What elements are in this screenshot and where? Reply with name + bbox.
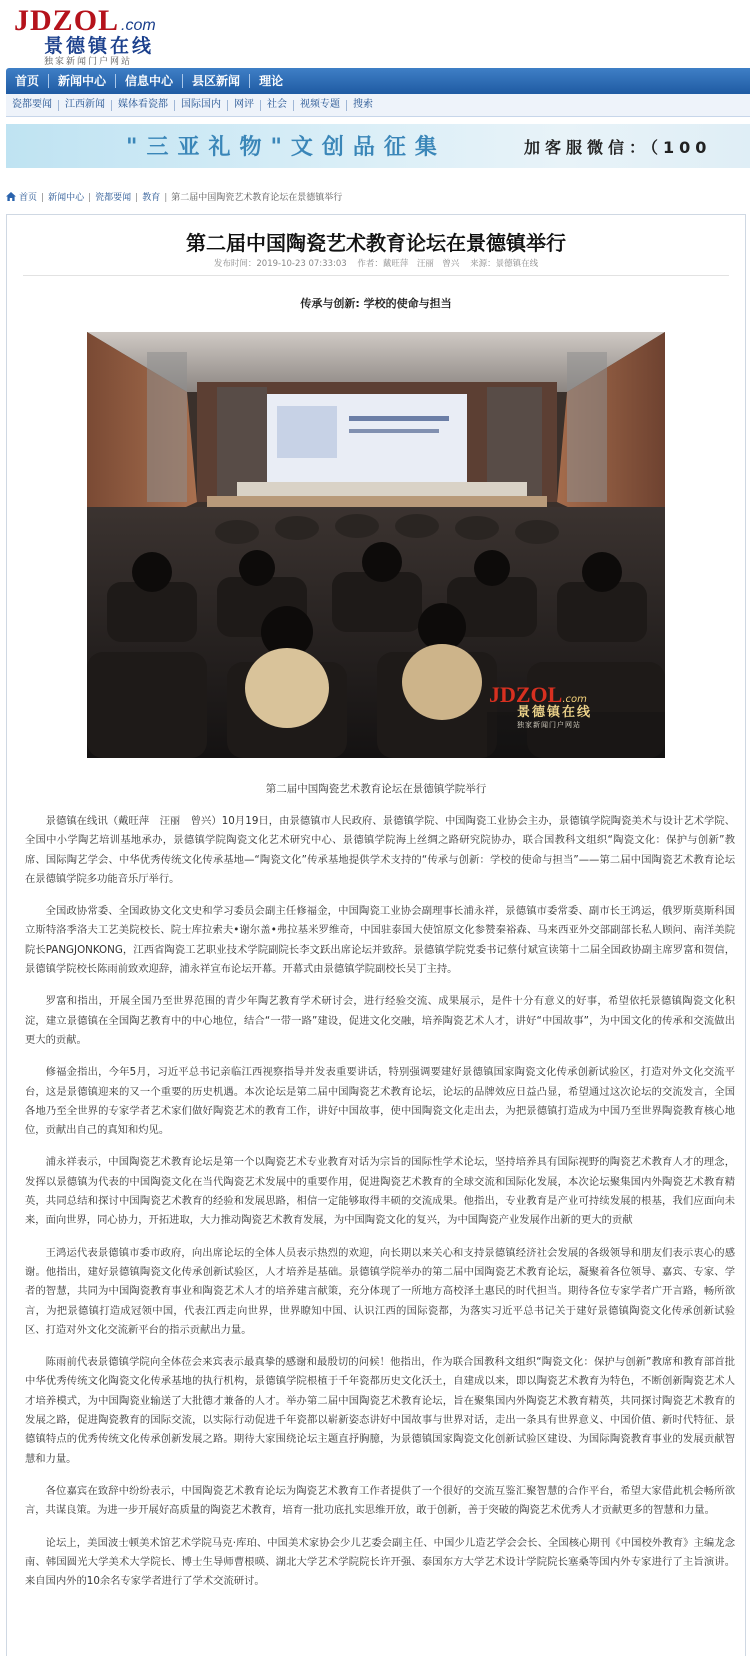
home-icon xyxy=(6,192,16,201)
subnav-item-commentary[interactable]: 网评 xyxy=(234,99,254,110)
subnav-item-media[interactable]: 媒体看瓷都 xyxy=(118,99,168,110)
breadcrumb xyxy=(6,190,342,206)
logo-chinese-name: 景德镇在线 xyxy=(44,35,155,57)
breadcrumb-separator: | xyxy=(41,193,45,203)
breadcrumb-separator: | xyxy=(164,193,168,203)
banner-ad[interactable] xyxy=(6,124,750,168)
article-paragraph: 各位嘉宾在致辞中纷纷表示，中国陶瓷艺术教育论坛为陶瓷艺术教育工作者提供了一个很好的交流互鉴汇聚智慧的合作平台，希望大家借此机会畅所欲言，共谋良策。为进一步开展好高质量的陶瓷艺术教育，培育一批功底扎实思维开放，敢于创新，善于突破的陶瓷艺术优秀人才贡献更多的智慧和力量。 xyxy=(25,1484,735,1517)
breadcrumb-home[interactable]: 首页 xyxy=(19,193,38,203)
subnav-item-ciduyaowen[interactable]: 瓷都要闻 xyxy=(12,99,52,110)
photo-watermark-logo xyxy=(489,684,649,730)
photo-watermark-dotcom: .com xyxy=(562,694,587,705)
subnav-item-search[interactable]: 搜索 xyxy=(353,99,373,110)
site-logo[interactable] xyxy=(14,4,184,67)
secondary-nav xyxy=(6,94,750,117)
article-paragraph: 陈雨前代表景德镇学院向全体莅会来宾表示最真挚的感谢和最殷切的问候！他指出，作为联合国教科文组织“陶瓷文化：保护与创新”教席和教育部首批中华优秀传统文化陶瓷文化传承基地的执行机构，景德镇学院根植于千年瓷都历史文化沃土，自建成以来，即以陶瓷艺术教育为特色，不断创新陶瓷艺术人才培养模式，为中国陶瓷业输送了大批德才兼备的人才。举办第二届中国陶瓷艺术教育论坛，旨在聚集国内外陶瓷艺术教育精英，共同探讨陶瓷艺术教育的发展之路，促进陶瓷教育的国际交流，以实际行动促进千年瓷都以崭新姿态讲好中国故事与世界对话，走出一条具有世界意义、中国价值、新时代特征、景德镇特点的优秀传统文化传承创新发展之路。期待大家围绕论坛主题直抒胸臆，为景德镇国家陶瓷文化创新试验区建设、为国际陶瓷教育事业的发展贡献智慧和力量。 xyxy=(25,1356,735,1465)
article-container xyxy=(6,214,746,1656)
subnav-item-international[interactable]: 国际国内 xyxy=(181,99,221,110)
nav-item-info-center[interactable]: 信息中心 xyxy=(125,74,174,88)
breadcrumb-education[interactable]: 教育 xyxy=(142,193,161,203)
subnav-item-society[interactable]: 社会 xyxy=(267,99,287,110)
article-photo xyxy=(87,332,665,758)
breadcrumb-news-center[interactable]: 新闻中心 xyxy=(48,193,85,203)
article-paragraph: 王鸿运代表景德镇市委市政府，向出席论坛的全体人员表示热烈的欢迎，向长期以来关心和支持景德镇经济社会发展的各级领导和朋友们表示衷心的感谢。他指出，建好景德镇陶瓷文化传承创新试验区，人才培养是基础。景德镇学院举办的第二届中国陶瓷艺术教育论坛，凝聚着各位领导、嘉宾、专家、学者的智慧，共同为中国陶瓷教育事业和陶瓷艺术人才的培养建言献策，充分体现了一所地方高校泽土惠民的时代担当。期待各位专家学者广开言路，畅所欲言，为把景德镇打造成冠领中国，代表江西走向世界，世界瞭知中国、认识江西的国际瓷都，为落实习近平总书记关于建好景德镇陶瓷文化传承创新试验区、打造对外文化交流新平台的指示贡献出力量。 xyxy=(25,1246,735,1336)
photo-watermark-cn: 景德镇在线 xyxy=(517,705,593,720)
logo-mark-b: L xyxy=(98,4,120,37)
breadcrumb-separator: | xyxy=(88,193,92,203)
logo-mark-a: JDZ xyxy=(14,4,74,37)
breadcrumb-ciduyaowen[interactable]: 瓷都要闻 xyxy=(95,193,132,203)
article-paragraph: 修福金指出，今年5月，习近平总书记亲临江西视察指导并发表重要讲话，特别强调要建好景德镇国家陶瓷文化传承创新试验区，打造对外文化交流平台，这是景德镇迎来的又一个重要的历史机遇。本次论坛是第二届中国陶瓷艺术教育论坛，论坛的品牌效应日益凸显，希望通过这次论坛的交流发言，全国各地乃至全世界的专家学者艺术家们做好陶瓷艺术的教育工作，讲好中国故事，使中国陶瓷文化走出去，为把景德镇打造成为中国乃至世界陶瓷教育核心地位，贡献出自己的真知和灼见。 xyxy=(25,1066,735,1137)
logo-mark-o: O xyxy=(73,4,99,37)
article-paragraph: 论坛上，美国波士顿美术馆艺术学院马克·库珀、中国美术家协会少儿艺委会副主任、中国少儿造艺学会会长、全国核心期刊《中国校外教育》主编龙念南、韩国圆光大学美术大学院长、博士生导师曹根暎、湖北大学艺术学院院长许开强、泰国东方大学艺术设计学院院长塞桑等国内外专家进行了主旨演讲。来自国内外的10余名专家学者进行了学术交流研讨。 xyxy=(25,1536,735,1588)
logo-tagline: 独家新闻门户网站 xyxy=(44,57,133,67)
article-publish-time: 发布时间：2019-10-23 07:33:03 xyxy=(213,259,347,269)
banner-left-text: "三亚礼物"文创品征集 xyxy=(126,135,446,160)
breadcrumb-current: 第二届中国陶瓷艺术教育论坛在景德镇举行 xyxy=(171,193,343,203)
article-paragraph: 景德镇在线讯（戴旺萍 汪丽 曾兴）10月19日，由景德镇市人民政府、景德镇学院、中国陶瓷工业协会主办，景德镇学院陶瓷美术与设计艺术学院、全国中小学陶艺培训基地承办，景德镇学院陶瓷文化艺术研究中心、景德镇学院海上丝绸之路研究院协办，联合国教科文组织“陶瓷文化：保护与创新”教席、国际陶艺学会、中华优秀传统文化传承基地—“陶瓷文化”传承基地提供学术支持的“传承与创新：学校的使命与担当”——第二届中国陶瓷艺术教育论坛在景德镇学院多功能音乐厅举行。 xyxy=(25,815,735,885)
site-header xyxy=(0,0,750,68)
nav-item-county-news[interactable]: 县区新闻 xyxy=(192,74,241,88)
article-paragraph: 全国政协常委、全国政协文化文史和学习委员会副主任修福金，中国陶瓷工业协会副理事长浦永祥，景德镇市委常委、副市长王鸿运，俄罗斯莫斯科国立斯特洛季洛夫工艺美院校长、院士库拉索夫•谢尔盖•弗拉基米罗维奇，中国驻泰国大使馆原文化参赞秦裕森、马来西亚外交部副部长私人顾问、南洋美院院长PANGJONKONG，江西省陶瓷工艺职业技术学院副院长李文跃出席论坛并致辞。景德镇学院党委书记蔡付斌宣读第十二届全国政协副主席罗富和贺信，景德镇学院校长陈雨前致欢迎辞，浦永祥宣布论坛开幕。开幕式由景德镇学院副校长吴丁主持。 xyxy=(25,905,735,976)
photo-watermark-mark: JDZOL xyxy=(489,682,563,707)
article-meta xyxy=(7,257,745,269)
article-author: 作者：戴旺萍 汪丽 曾兴 xyxy=(357,259,460,269)
article-paragraph: 浦永祥表示，中国陶瓷艺术教育论坛是第一个以陶瓷艺术专业教育对话为宗旨的国际性学术论坛，坚持培养具有国际视野的陶瓷艺术教育人才的理念，发挥以景德镇为代表的中国陶瓷文化在当代陶瓷艺术发展中的重要作用，促进陶瓷艺术教育的全球交流和国际化发展，本次论坛聚集国内外陶瓷艺术教育精英，共同总结和探讨中国陶瓷艺术教育的经验和发展思路，相信一定能够取得丰硕的交流成果。他指出，专业教育是产业可持续发展的根基，我们应面向未来，面向世界，同心协力，开拓进取，大力推动陶瓷艺术教育发展，为中国陶瓷文化的复兴，为中国陶瓷产业发展作出新的更大的贡献 xyxy=(25,1156,735,1227)
subnav-item-jiangxi-news[interactable]: 江西新闻 xyxy=(65,99,105,110)
logo-dotcom: .com xyxy=(121,17,156,34)
article-title: 第二届中国陶瓷艺术教育论坛在景德镇举行 xyxy=(186,231,566,255)
primary-nav xyxy=(6,68,750,94)
photo-caption: 第二届中国陶瓷艺术教育论坛在景德镇学院举行 xyxy=(265,783,487,795)
article-paragraph: 罗富和指出，开展全国乃至世界范围的青少年陶艺教育学术研讨会，进行经验交流、成果展示，是件十分有意义的好事，希望依托景德镇陶瓷文化积淀，建立景德镇在全国陶艺教育中的中心地位，结合“一带一路”建设，促进文化交融，培养陶瓷艺术人才，讲好“中国故事”，为中国文化的传承和交流做出更大的贡献。 xyxy=(25,995,735,1046)
banner-right-text: 加客服微信：（100 xyxy=(524,138,712,157)
subnav-item-video[interactable]: 视频专题 xyxy=(300,99,340,110)
nav-item-news-center[interactable]: 新闻中心 xyxy=(58,74,107,88)
breadcrumb-separator: | xyxy=(135,193,139,203)
article-body xyxy=(25,812,735,1604)
article-subtitle: 传承与创新: 学校的使命与担当 xyxy=(300,297,452,310)
title-divider xyxy=(23,275,729,276)
article-source: 来源：景德镇在线 xyxy=(470,259,539,269)
nav-item-theory[interactable]: 理论 xyxy=(259,74,284,88)
photo-watermark-sub: 独家新闻门户网站 xyxy=(517,721,581,729)
nav-item-home[interactable]: 首页 xyxy=(15,74,40,88)
